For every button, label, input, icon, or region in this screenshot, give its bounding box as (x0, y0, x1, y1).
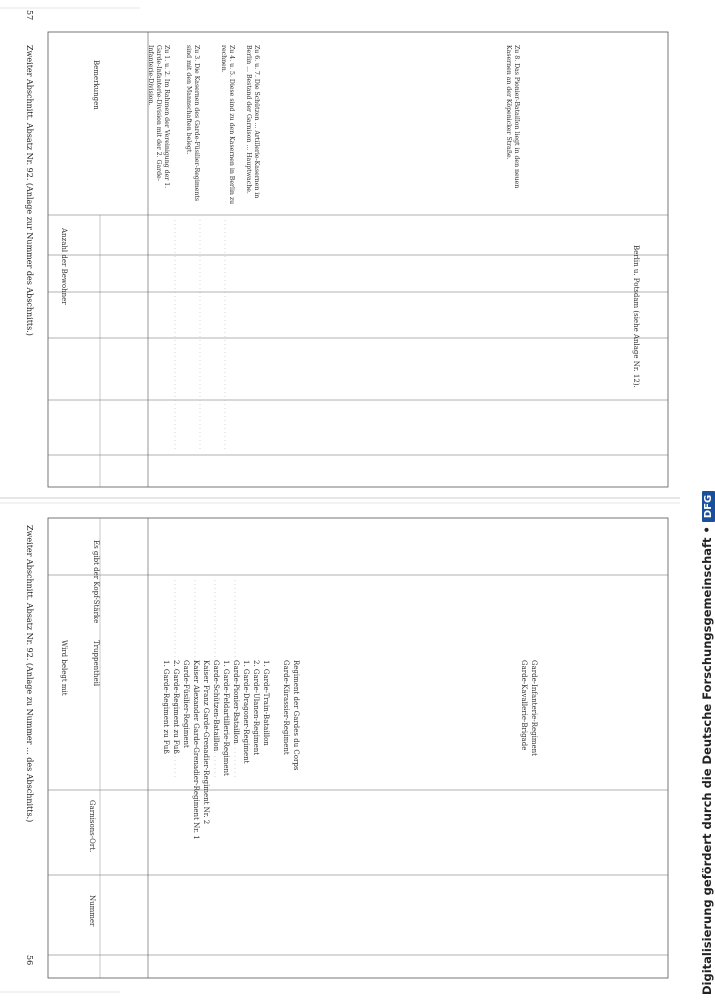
col-header-garnison: Garnisons-Ort. (88, 800, 96, 853)
right-running-head: Zweiter Abschnitt. Absatz Nr. 92. (Anlage zur Nummer des Abschnitts.) (25, 45, 34, 336)
table-row: 1. Garde-Dragoner-Regiment (242, 660, 250, 764)
table-row: Kaiser Franz Garde-Grenadier-Regiment Nr. 2 (202, 660, 210, 825)
table-row: Garde-Kavallerie-Brigade (520, 660, 528, 751)
table-row: 1. Garde-Feldartillerie-Regiment (222, 660, 230, 776)
table-row: 2. Garde-Regiment zu Fuß (172, 660, 180, 754)
remark-3: Zu 4. u. 5. Diese sind zu den Kasernen in Berlin zu rechnen. (220, 45, 235, 205)
col-header-nummer: Nummer (88, 895, 96, 927)
col-header-bemerkungen: Bemerkungen (92, 60, 100, 110)
table-row: Garde-Infanterie-Regiment (530, 660, 538, 756)
left-running-head: Zweiter Abschnitt. Absatz Nr. 92. (Anlage zu Nummer ... des Abschnitts.) (25, 525, 34, 823)
remark-5: Zu 8. Das Pionier-Bataillon liegt in den neuen Kasernen an der Köpenicker Straße. (505, 45, 520, 189)
watermark-text: Digitalisierung gefördert durch die Deutsche Forschungsgemeinschaft • (700, 526, 714, 995)
col-header-wird-belegt: Wird belegt mit (60, 640, 68, 696)
table-row: Garde-Pionier-Bataillon (232, 660, 240, 744)
table-row: Garde-Kürassier-Regiment (282, 660, 290, 755)
table-row: Regiment der Gardes du Corps (292, 660, 300, 771)
col-header-kopfstaerke: Es gibt der Kopf-Stärke (92, 540, 100, 624)
dfg-watermark (700, 491, 715, 995)
footnote: Berlin u. Potsdam (siehe Anlage Nr. 12). (632, 245, 640, 388)
dfg-logo-icon: DFG (702, 491, 715, 522)
table-row: Garde-Füsilier-Regiment (182, 660, 190, 748)
table-row: 1. Garde-Train-Bataillon (262, 660, 270, 746)
right-page-number: 57 (25, 10, 34, 21)
table-row: 2. Garde-Ulanen-Regiment (252, 660, 260, 756)
col-header-truppentheil: Truppentheil (92, 640, 100, 687)
table-row: Kaiser Alexander Garde-Grenadier-Regiment Nr. 1 (192, 660, 200, 840)
table-row: 1. Garde-Regiment zu Fuß (162, 660, 170, 754)
col-header-bewohner: Anzahl der Bewohner (60, 228, 68, 305)
table-row: Garde-Schützen-Bataillon (212, 660, 220, 752)
remark-1: Zu 1. u. 2. Im Rahmen der Vereinigung der 1. Garde-Infanterie-Division mit der 2. Garde-Infanterie-Division. (147, 45, 170, 189)
remark-2: Zu 3. Die Kasernen des Garde-Füsilier-Regiments sind mit den Mannschaften belegt. (185, 45, 200, 201)
remark-4: Zu 6. u. 7. Die Schützen ... Artillerie-Kasernen in Berlin ... Bestand der Garnison ... Hauptwache. (245, 45, 260, 199)
left-page-number: 56 (25, 955, 34, 966)
